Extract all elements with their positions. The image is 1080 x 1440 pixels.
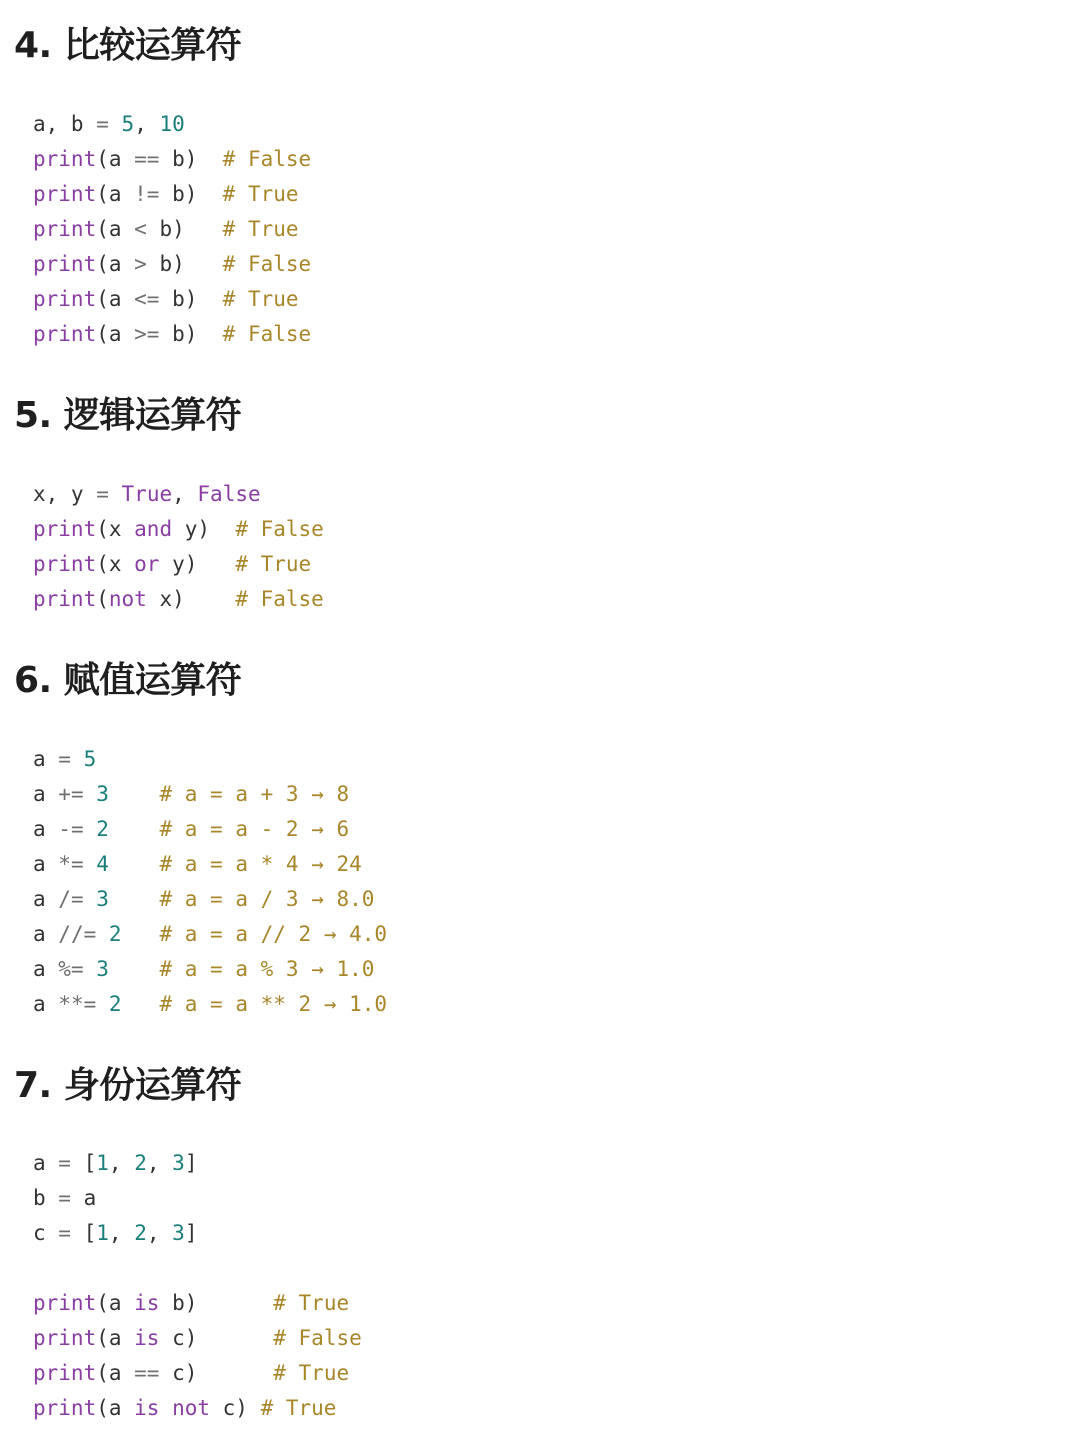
code-token: (a bbox=[96, 1396, 135, 1420]
code-line bbox=[33, 582, 324, 617]
code-token bbox=[109, 957, 160, 981]
code-line bbox=[33, 212, 311, 247]
code-line bbox=[33, 547, 324, 582]
code-line bbox=[33, 512, 324, 547]
code-token: b) bbox=[159, 322, 223, 346]
code-token: %= bbox=[58, 957, 84, 981]
code-token bbox=[109, 887, 160, 911]
code-token: != bbox=[134, 182, 160, 206]
section-heading: 7. 身份运算符 bbox=[14, 1065, 242, 1106]
code-token: 3 bbox=[96, 782, 109, 806]
code-token: >= bbox=[134, 322, 160, 346]
code-token: += bbox=[58, 782, 84, 806]
code-token: [ bbox=[70, 1151, 97, 1175]
code-token: a bbox=[33, 747, 59, 771]
code-token: == bbox=[134, 1361, 160, 1385]
code-line bbox=[33, 177, 311, 212]
code-comment: # a = a - 2 → 6 bbox=[159, 817, 350, 841]
code-comment: # False bbox=[222, 147, 312, 171]
code-comment: # a = a ** 2 → 1.0 bbox=[159, 992, 388, 1016]
code-token: /= bbox=[58, 887, 84, 911]
code-block bbox=[33, 1146, 362, 1426]
blank-line bbox=[33, 1251, 362, 1286]
code-comment: # a = a / 3 → 8.0 bbox=[159, 887, 375, 911]
code-token: print bbox=[33, 1326, 97, 1350]
code-token: , bbox=[108, 1221, 135, 1245]
code-token: is bbox=[134, 1326, 160, 1350]
code-token bbox=[96, 922, 109, 946]
code-token bbox=[84, 782, 97, 806]
code-token: -= bbox=[58, 817, 84, 841]
code-token: , bbox=[146, 1221, 173, 1245]
code-token bbox=[122, 922, 160, 946]
code-token: b) bbox=[146, 252, 223, 276]
code-line bbox=[33, 247, 311, 282]
code-token: print bbox=[33, 217, 97, 241]
code-comment: # True bbox=[222, 182, 299, 206]
code-line bbox=[33, 987, 387, 1022]
code-token: b bbox=[33, 1186, 59, 1210]
code-token: print bbox=[33, 1291, 97, 1315]
code-token: == bbox=[134, 147, 160, 171]
code-token: b) bbox=[146, 217, 223, 241]
code-token: //= bbox=[58, 922, 97, 946]
code-token: 3 bbox=[96, 887, 109, 911]
code-token: b) bbox=[159, 147, 223, 171]
code-line bbox=[33, 1391, 362, 1426]
code-token: 2 bbox=[108, 992, 122, 1016]
code-block bbox=[33, 107, 311, 352]
code-token: a bbox=[33, 852, 59, 876]
code-token: = bbox=[96, 482, 109, 506]
code-line bbox=[33, 142, 311, 177]
code-token: a bbox=[33, 887, 59, 911]
code-token bbox=[109, 852, 160, 876]
code-token: print bbox=[33, 552, 97, 576]
code-token: False bbox=[197, 482, 261, 506]
code-comment: # False bbox=[235, 587, 324, 611]
code-token: a bbox=[33, 957, 59, 981]
section-heading: 6. 赋值运算符 bbox=[14, 660, 242, 701]
code-token bbox=[84, 957, 97, 981]
code-token: b) bbox=[159, 287, 223, 311]
code-token: print bbox=[33, 252, 97, 276]
code-token: 10 bbox=[159, 112, 185, 136]
code-line bbox=[33, 1146, 362, 1181]
code-comment: # True bbox=[273, 1291, 350, 1315]
code-comment: # True bbox=[235, 552, 312, 576]
code-comment: # a = a // 2 → 4.0 bbox=[159, 922, 388, 946]
code-token: 4 bbox=[96, 852, 109, 876]
code-token bbox=[109, 817, 160, 841]
code-line bbox=[33, 1181, 362, 1216]
code-token: a bbox=[33, 1151, 59, 1175]
code-token: 2 bbox=[134, 1151, 147, 1175]
code-token: , bbox=[108, 1151, 135, 1175]
code-token: < bbox=[134, 217, 147, 241]
code-token: print bbox=[33, 517, 97, 541]
code-token: 5 bbox=[83, 747, 97, 771]
code-line bbox=[33, 742, 387, 777]
code-line bbox=[33, 847, 387, 882]
code-token: print bbox=[33, 287, 97, 311]
code-token: c bbox=[33, 1221, 59, 1245]
code-token: 2 bbox=[96, 817, 109, 841]
code-token bbox=[109, 112, 122, 136]
code-token: (a bbox=[96, 1291, 135, 1315]
code-comment: # True bbox=[273, 1361, 350, 1385]
code-token: print bbox=[33, 1361, 97, 1385]
code-token: b) bbox=[159, 1291, 274, 1315]
code-comment: # False bbox=[222, 322, 312, 346]
code-token: (a bbox=[96, 217, 135, 241]
code-comment: # False bbox=[273, 1326, 362, 1350]
code-token: 1 bbox=[96, 1151, 109, 1175]
code-line bbox=[33, 952, 387, 987]
code-token bbox=[109, 782, 160, 806]
code-token: print bbox=[33, 322, 97, 346]
code-token bbox=[71, 747, 84, 771]
code-token: (x bbox=[96, 552, 135, 576]
code-token: (a bbox=[96, 1326, 135, 1350]
code-comment: # a = a % 3 → 1.0 bbox=[159, 957, 375, 981]
code-line bbox=[33, 882, 387, 917]
code-comment: # False bbox=[222, 252, 312, 276]
code-token: a bbox=[33, 782, 59, 806]
code-token: , bbox=[172, 482, 198, 506]
code-token: not bbox=[108, 587, 147, 611]
code-token: (a bbox=[96, 252, 135, 276]
code-token: 3 bbox=[96, 957, 109, 981]
code-token: (a bbox=[96, 322, 135, 346]
code-token: a, b bbox=[33, 112, 97, 136]
code-token: (x bbox=[96, 517, 135, 541]
code-token bbox=[122, 992, 160, 1016]
code-comment: # False bbox=[235, 517, 324, 541]
code-line bbox=[33, 1321, 362, 1356]
code-token: 1 bbox=[96, 1221, 109, 1245]
code-token: (a bbox=[96, 1361, 135, 1385]
code-token: 3 bbox=[172, 1151, 185, 1175]
code-token: a bbox=[33, 922, 59, 946]
code-token: 5 bbox=[121, 112, 135, 136]
code-line bbox=[33, 917, 387, 952]
code-token: (a bbox=[96, 287, 135, 311]
code-token bbox=[84, 887, 97, 911]
code-line bbox=[33, 1356, 362, 1391]
code-token: = bbox=[58, 747, 71, 771]
code-comment: # a = a + 3 → 8 bbox=[159, 782, 350, 806]
code-token: print bbox=[33, 587, 97, 611]
code-token: *= bbox=[58, 852, 84, 876]
code-token: print bbox=[33, 147, 97, 171]
section-heading: 5. 逻辑运算符 bbox=[14, 395, 242, 436]
code-token: y) bbox=[172, 517, 236, 541]
code-token bbox=[84, 817, 97, 841]
code-token bbox=[84, 852, 97, 876]
code-line bbox=[33, 777, 387, 812]
code-line bbox=[33, 317, 311, 352]
code-token: c) bbox=[159, 1326, 274, 1350]
code-token: and bbox=[134, 517, 173, 541]
code-line bbox=[33, 812, 387, 847]
code-line bbox=[33, 107, 311, 142]
code-token: c) bbox=[159, 1361, 274, 1385]
code-block bbox=[33, 477, 324, 617]
code-token: **= bbox=[58, 992, 97, 1016]
code-token: (a bbox=[96, 182, 135, 206]
code-comment: # True bbox=[260, 1396, 337, 1420]
code-line bbox=[33, 282, 311, 317]
code-token: a bbox=[70, 1186, 97, 1210]
code-token: a bbox=[33, 992, 59, 1016]
code-token: c) bbox=[210, 1396, 261, 1420]
code-token: x) bbox=[146, 587, 236, 611]
code-token: (a bbox=[96, 147, 135, 171]
code-token bbox=[109, 482, 122, 506]
code-token: y) bbox=[159, 552, 236, 576]
code-token: print bbox=[33, 182, 97, 206]
code-token: True bbox=[121, 482, 173, 506]
code-token: x, y bbox=[33, 482, 97, 506]
code-token: [ bbox=[70, 1221, 97, 1245]
code-token: ( bbox=[96, 587, 109, 611]
code-token: is bbox=[134, 1291, 160, 1315]
code-token: = bbox=[96, 112, 109, 136]
code-token: ] bbox=[184, 1221, 198, 1245]
code-token: = bbox=[58, 1151, 71, 1175]
code-comment: # True bbox=[222, 217, 299, 241]
code-comment: # a = a * 4 → 24 bbox=[159, 852, 362, 876]
code-block bbox=[33, 742, 387, 1022]
code-token bbox=[96, 992, 109, 1016]
code-token: b) bbox=[159, 182, 223, 206]
code-line bbox=[33, 477, 324, 512]
code-token: or bbox=[134, 552, 160, 576]
code-token: , bbox=[134, 112, 160, 136]
section-heading: 4. 比较运算符 bbox=[14, 25, 242, 66]
code-token: print bbox=[33, 1396, 97, 1420]
code-line bbox=[33, 1216, 362, 1251]
code-token: = bbox=[58, 1221, 71, 1245]
code-token: ] bbox=[184, 1151, 198, 1175]
code-token: = bbox=[58, 1186, 71, 1210]
code-token: 2 bbox=[108, 922, 122, 946]
code-token: a bbox=[33, 817, 59, 841]
code-token: 3 bbox=[172, 1221, 185, 1245]
code-token: <= bbox=[134, 287, 160, 311]
code-line bbox=[33, 1286, 362, 1321]
code-token: 2 bbox=[134, 1221, 147, 1245]
code-token: , bbox=[146, 1151, 173, 1175]
code-comment: # True bbox=[222, 287, 299, 311]
code-token: is not bbox=[134, 1396, 211, 1420]
code-token: > bbox=[134, 252, 147, 276]
